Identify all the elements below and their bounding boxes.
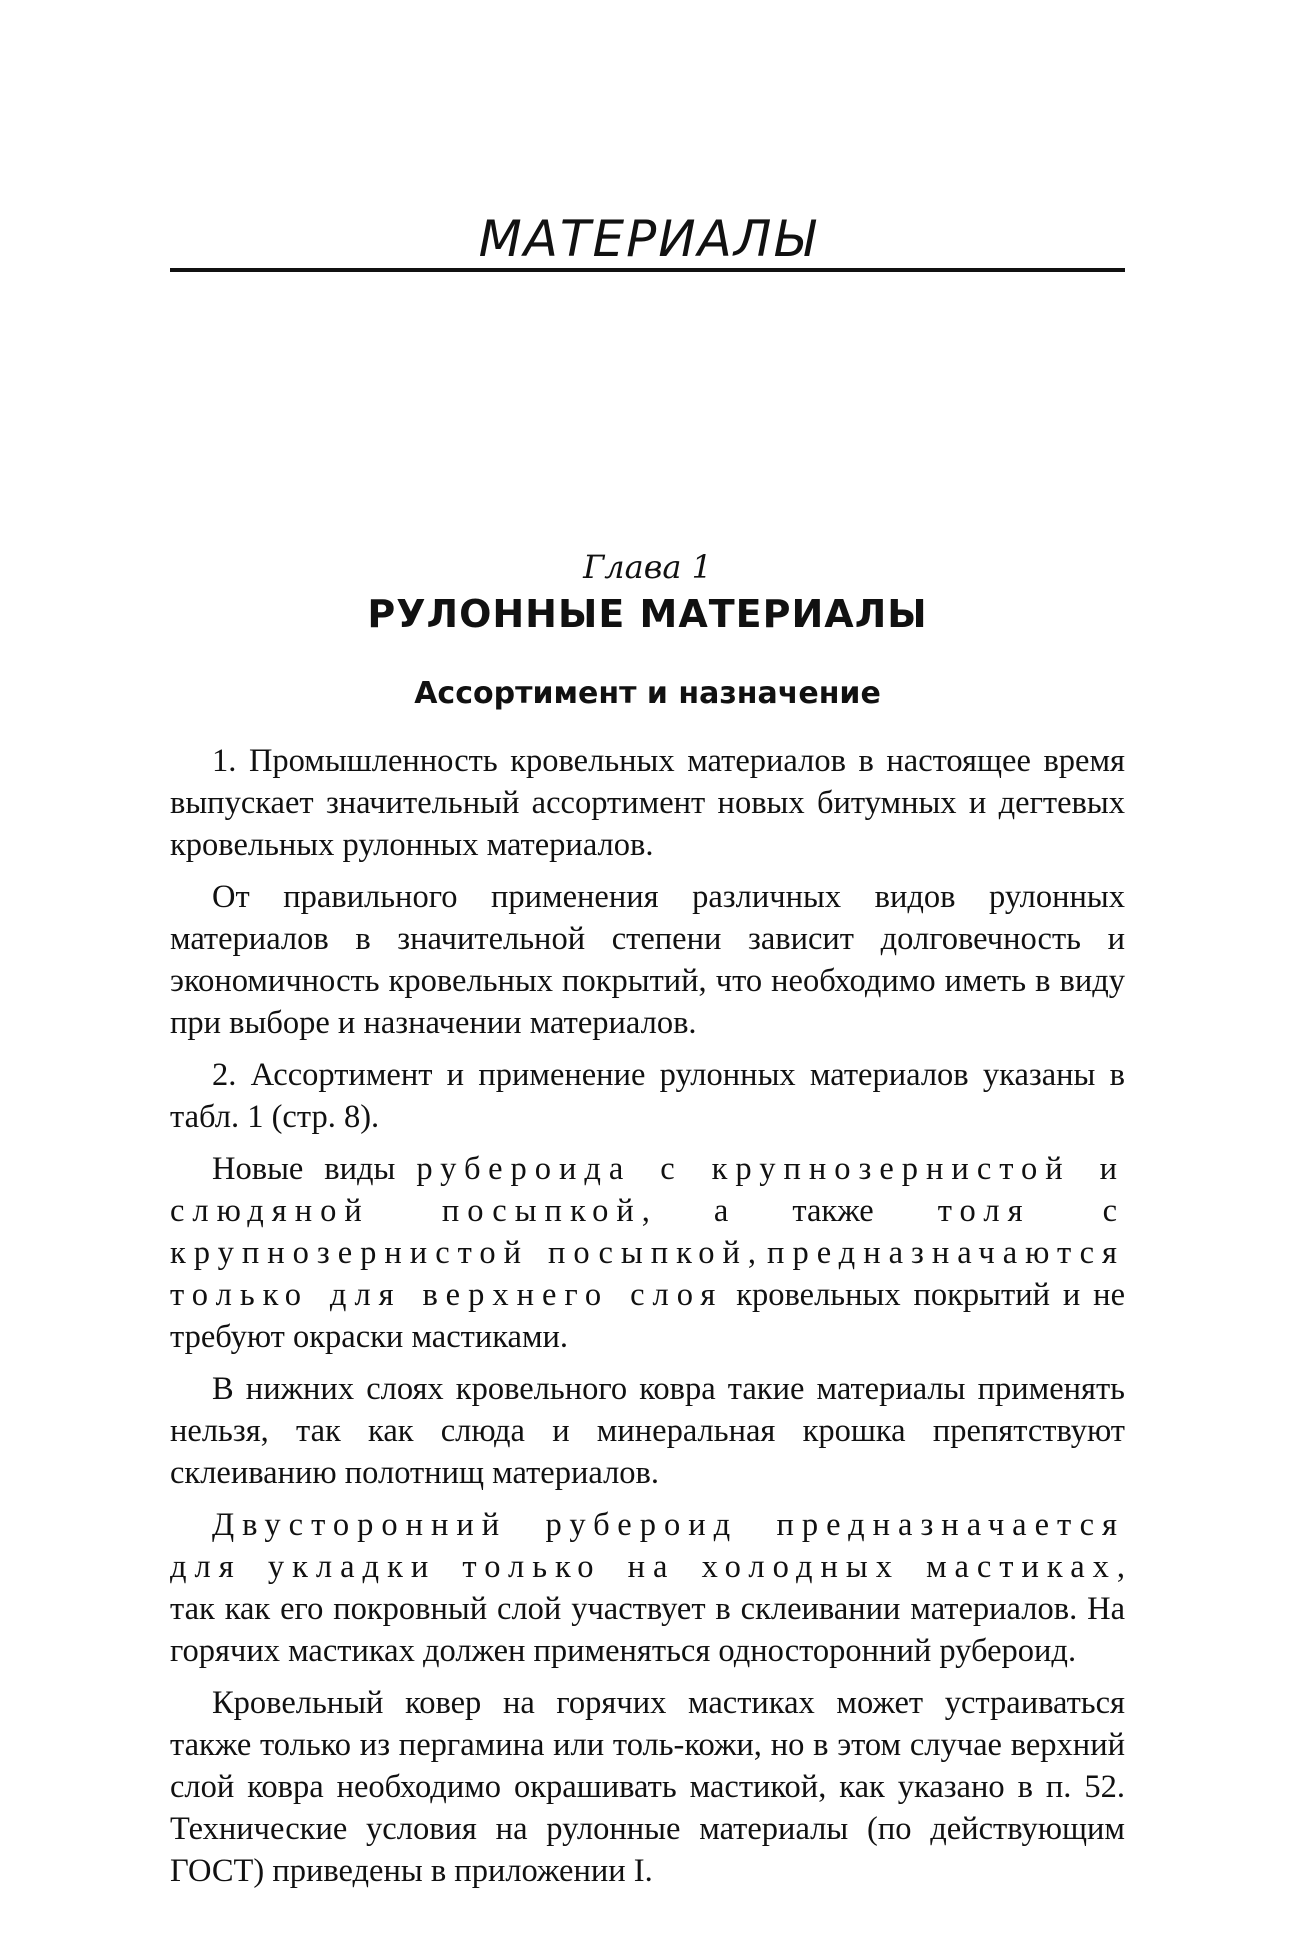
paragraph-7: Кровельный ковер на горячих мастиках может устраиваться также только из пергамина или толь-кожи, но в этом случае верхний слой ковра необходимо окрашивать мастикой, как указано в п. 52. Технические условия на рулонные материалы (по действующим ГОСТ) приведены в приложении I. [170,1685,1125,1889]
paragraph-1: 1. Промышленность кровельных материалов в настоящее время выпускает значительный ассортимент новых битумных и дегтевых кровельных рулонных материалов. [170,743,1125,863]
paragraph-6-emphasis: Двусторонний рубероид предназначается для укладки только на холодных мастиках [170,1507,1125,1585]
paragraph-3: 2. Ассортимент и применение рулонных материалов указаны в табл. 1 (стр. 8). [170,1057,1125,1135]
title-rule [170,268,1125,272]
paragraph-4-part-g: кровельных покрытий и не требуют окраски мастиками. [170,1277,1125,1355]
paragraph-6 [170,1504,1125,1672]
paragraph-5: В нижних слоях кровельного ковра такие материалы применять нельзя, так как слюда и минеральная крошка препятствуют склеиванию полотнищ материалов. [170,1371,1125,1491]
body-text [170,740,1125,1902]
paragraph-4 [170,1148,1125,1358]
part-title: МАТЕРИАЛЫ [478,210,817,268]
section-title: Ассортимент и назначение [414,676,881,711]
chapter-label: Глава 1 [583,548,712,586]
paragraph-4-emphasis-ruberoid: рубероида с крупнозернистой и слюдяной посыпкой [170,1151,1125,1229]
paragraph-4-emphasis-upper-layer: предназначаются только для верхнего слоя [170,1235,1125,1313]
chapter-title: РУЛОННЫЕ МАТЕРИАЛЫ [367,592,928,636]
paragraph-4-part-e: , [747,1235,768,1271]
paragraph-6-rest: , так как его покровный слой участвует в склеивании материалов. На горячих мастиках должен применяться односторонний рубероид. [170,1549,1125,1669]
paragraph-4-part-a: Новые виды [212,1151,417,1187]
paragraph-2: От правильного применения различных видов рулонных материалов в значительной степени зависит долговечность и экономичность кровельных покрытий, что необходимо иметь в виду при выборе и назначении материалов. [170,879,1125,1041]
paragraph-4-part-c: , а также [641,1193,938,1229]
paragraph-4-emphasis-tol: толя с крупнозернистой посыпкой [170,1193,1125,1271]
